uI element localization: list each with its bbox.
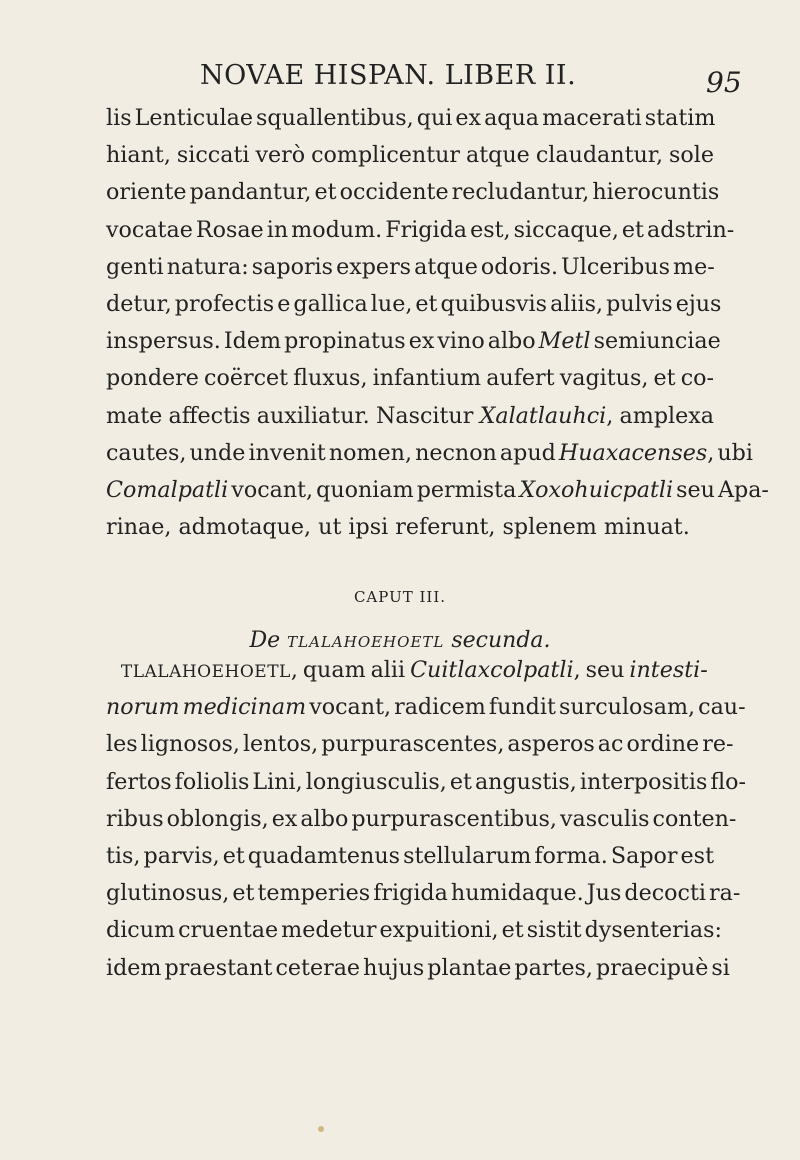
section-title-suffix: secunda. (444, 628, 551, 653)
text-line (106, 323, 721, 360)
text-run: idem praestant ceterae hujus plantae partes, praecipuè si (106, 954, 730, 981)
text-line (106, 726, 734, 763)
italic-term: Huaxacenses (558, 439, 708, 466)
text-run: ribus oblongis, ex albo purpurascentibus, vasculis conten- (106, 805, 737, 832)
text-run: , ubi (707, 439, 753, 466)
text-line (106, 212, 735, 249)
section-title (0, 628, 800, 653)
text-run: les lignosos, lentos, purpurascentes, asperos ac ordine re- (106, 731, 734, 758)
text-run: genti natura: saporis expers atque odoris. Ulceribus me- (106, 253, 715, 280)
text-line (106, 875, 741, 912)
italic-term: norum medicinam (106, 694, 307, 721)
text-line (106, 652, 714, 689)
paragraph-section (106, 652, 747, 987)
italic-term: Comalpatli (106, 476, 229, 503)
text-run: cautes, unde invenit nomen, necnon apud (106, 439, 559, 466)
italic-term: Xalatlauhci (479, 402, 607, 429)
text-run: , seu (573, 657, 630, 683)
text-line (106, 137, 714, 174)
italic-term: Metl (538, 328, 591, 355)
running-head: NOVAE HISPAN. LIBER II. (200, 60, 577, 91)
text-run: detur, profectis e gallica lue, et quibusvis aliis, pulvis ejus (106, 290, 722, 317)
text-run: vocatae Rosae in modum. Frigida est, siccaque, et adstrin- (106, 216, 735, 243)
text-run: vocant, radicem fundit surculosam, cau- (306, 694, 746, 721)
text-line (106, 689, 746, 726)
text-run: , amplexa (606, 402, 714, 429)
text-line (106, 435, 753, 472)
paragraph-continued (106, 100, 769, 546)
text-run: inspersus. Idem propinatus ex vino albo (106, 328, 539, 355)
text-run: mate affectis auxiliatur. Nascitur (106, 402, 480, 429)
text-line (106, 249, 714, 286)
text-line (106, 801, 737, 838)
text-run: glutinosus, et temperies frigida humidaque. Jus decocti ra- (106, 880, 741, 907)
text-run: pondere coërcet fluxus, infantium aufert vagitus, et co- (106, 365, 714, 392)
text-line (106, 472, 769, 509)
text-run: oriente pandantur, et occidente recludantur, hierocuntis (106, 179, 720, 206)
text-run: fertos foliolis Lini, longiusculis, et angustis, interpositis flo- (106, 768, 747, 795)
page-number: 95 (706, 66, 742, 99)
text-run: vocant, quoniam permista (228, 476, 520, 503)
page-header (0, 60, 800, 100)
text-run: lis Lenticulae squallentibus, qui ex aqua macerati statim (106, 105, 716, 131)
text-line (106, 174, 720, 211)
paper-stain (318, 1126, 324, 1132)
italic-term: Xoxohuicpatli (519, 476, 674, 503)
text-run: rinae, admotaque, ut ipsi referunt, splenem minuat. (106, 514, 690, 541)
italic-term: intesti- (629, 657, 708, 683)
chapter-heading: CAPUT III. (353, 588, 447, 606)
text-run: dicum cruentae medetur expuitioni, et sistit dysenterias: (106, 917, 722, 944)
section-title-prefix: De (249, 628, 288, 653)
text-line (106, 100, 714, 137)
text-run: semiunciae (590, 328, 721, 355)
smallcaps-term: TLALAHOEHOETL (120, 662, 291, 682)
text-line (106, 838, 714, 875)
text-line (106, 764, 747, 801)
text-line (106, 286, 722, 323)
text-run: , quam alii (290, 657, 411, 683)
text-run: seu Apa- (673, 476, 769, 503)
text-run: hiant, siccati verò complicentur atque claudantur, sole (106, 142, 714, 169)
text-line (106, 509, 714, 546)
italic-term: Cuitlaxcolpatli (410, 657, 574, 683)
section-title-name: TLALAHOEHOETL (287, 633, 445, 651)
text-run: tis, parvis, et quadamtenus stellularum forma. Sapor est (106, 842, 714, 869)
text-line (106, 912, 722, 949)
text-line (106, 950, 730, 987)
text-line (106, 360, 714, 397)
text-line (106, 398, 714, 435)
